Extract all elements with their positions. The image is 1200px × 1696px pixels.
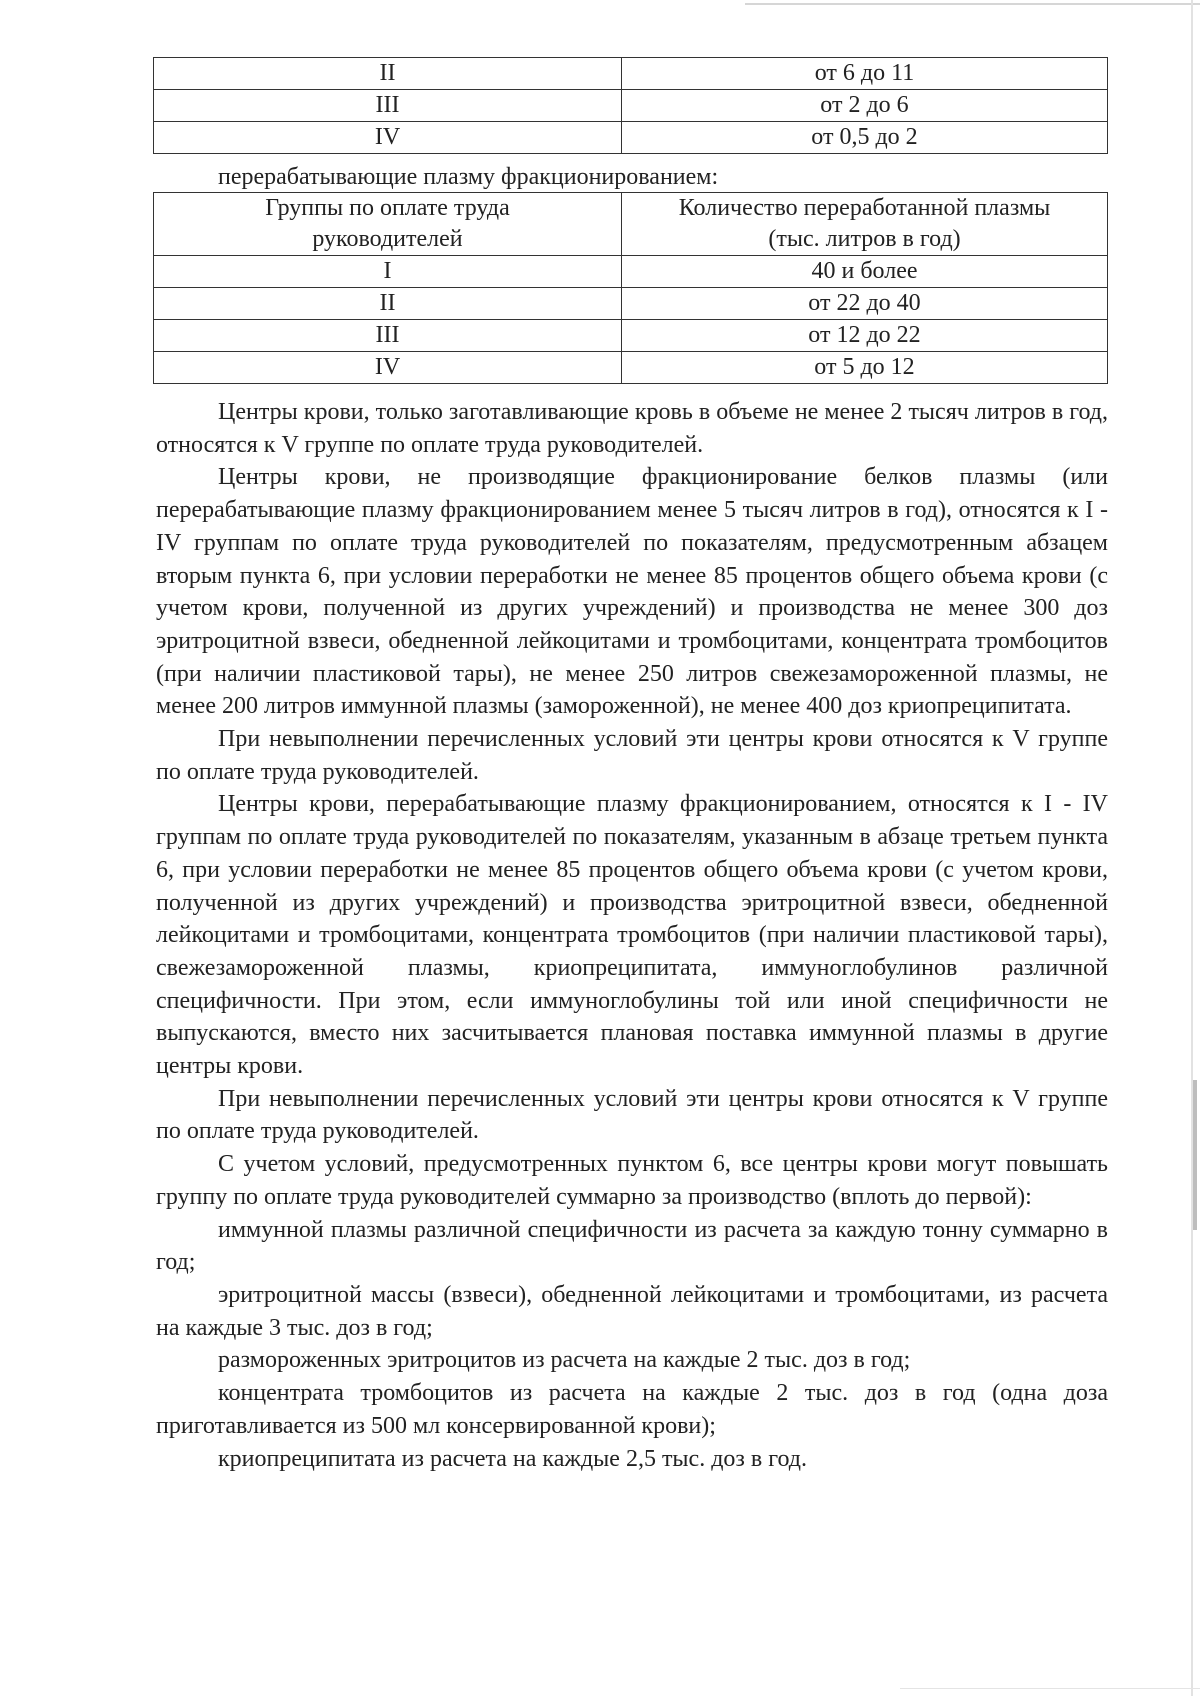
paragraph: Центры крови, не производящие фракционирование белков плазмы (или перерабатывающие плазму фракционированием менее 5 тысяч литров в год), относятся к I - IV группам по оплате труда руководителей по показателям, предусмотренным абзацем вторым пункта 6, при условии переработки не менее 85 процентов общего объема крови (с учетом крови, полученной из других учреждений) и производства не менее 300 доз эритроцитной взвеси, обедненной лейкоцитами и тромбоцитами, концентрата тромбоцитов (при наличии пластиковой тары), не менее 250 литров свежезамороженной плазмы, не менее 200 литров иммунной плазмы (замороженной), не менее 400 доз криопреципитата.: [156, 464, 1108, 720]
table-row: [154, 352, 1108, 384]
table-row: [154, 90, 1108, 122]
group-cell: III: [154, 90, 622, 122]
value-cell: от 6 до 11: [622, 58, 1108, 90]
group-cell: IV: [154, 352, 622, 384]
list-item: размороженных эритроцитов из расчета на каждые 2 тыс. доз в год;: [218, 1347, 911, 1374]
value-header-line1: Количество переработанной плазмы: [678, 195, 1051, 221]
scan-edge-right: [1191, 0, 1193, 1696]
paragraph: С учетом условий, предусмотренных пунктом 6, все центры крови могут повышать группу по оплате труда руководителей суммарно за производство (вплоть до первой):: [156, 1151, 1108, 1210]
value-cell: от 22 до 40: [622, 288, 1108, 320]
list-item: эритроцитной массы (взвеси), обедненной лейкоцитами и тромбоцитами, из расчета на каждые 3 тыс. доз в год;: [156, 1281, 1108, 1341]
paragraph: Центры крови, перерабатывающие плазму фракционированием, относятся к I - IV группам по оплате труда руководителей по показателям, указанным в абзаце третьем пункта 6, при условии переработки не менее 85 процентов общего объема крови (с учетом крови, полученной из других учреждений) и производства эритроцитной взвеси, обедненной лейкоцитами и тромбоцитами, концентрата тромбоцитов (при наличии пластиковой тары), свежезамороженной плазмы, криопреципитата, иммуноглобулинов различной специфичности. При этом, если иммуноглобулины той или иной специфичности не выпускаются, вместо них засчитывается плановая поставка иммунной плазмы в другие центры крови.: [156, 791, 1108, 1080]
group-cell: II: [154, 58, 622, 90]
group-cell: II: [154, 288, 622, 320]
list-item: концентрата тромбоцитов из расчета на каждые 2 тыс. доз в год (одна доза приготавливается из 500 мл консервированной крови);: [156, 1380, 1108, 1439]
list-item: криопреципитата из расчета на каждые 2,5 тыс. доз в год.: [218, 1445, 807, 1472]
list-item: иммунной плазмы различной специфичности из расчета за каждую тонну суммарно в год;: [156, 1216, 1108, 1276]
group-header-line1: Группы по оплате труда: [265, 195, 510, 221]
plasma-volume-table-continued: [153, 57, 1108, 154]
scan-edge-mark: [1193, 1080, 1197, 1230]
document-body: [156, 396, 1108, 1475]
value-cell: от 5 до 12: [622, 352, 1108, 384]
value-header: [622, 193, 1108, 256]
value-cell: от 0,5 до 2: [622, 122, 1108, 154]
table-row: [154, 256, 1108, 288]
table-row: [154, 288, 1108, 320]
table-row: [154, 122, 1108, 154]
value-cell: 40 и более: [622, 256, 1108, 288]
scan-edge-bottom: [900, 1688, 1200, 1689]
group-header: [154, 193, 622, 256]
table-row: [154, 58, 1108, 90]
value-header-line2: (тыс. литров в год): [768, 226, 961, 252]
group-cell: IV: [154, 122, 622, 154]
table-row: [154, 320, 1108, 352]
paragraph: Центры крови, только заготавливающие кровь в объеме не менее 2 тысяч литров в год, относятся к V группе по оплате труда руководителей.: [156, 399, 1108, 458]
fractionation-table: [153, 192, 1108, 384]
group-cell: I: [154, 256, 622, 288]
scan-edge-top: [745, 3, 1200, 5]
fractionation-heading: перерабатывающие плазму фракционированием:: [218, 164, 719, 190]
value-cell: от 12 до 22: [622, 320, 1108, 352]
value-cell: от 2 до 6: [622, 90, 1108, 122]
group-header-line2: руководителей: [312, 226, 463, 252]
group-cell: III: [154, 320, 622, 352]
paragraph: При невыполнении перечисленных условий эти центры крови относятся к V группе по оплате труда руководителей.: [156, 726, 1108, 785]
table-header-row: [154, 193, 1108, 256]
paragraph: При невыполнении перечисленных условий эти центры крови относятся к V группе по оплате труда руководителей.: [156, 1085, 1108, 1145]
